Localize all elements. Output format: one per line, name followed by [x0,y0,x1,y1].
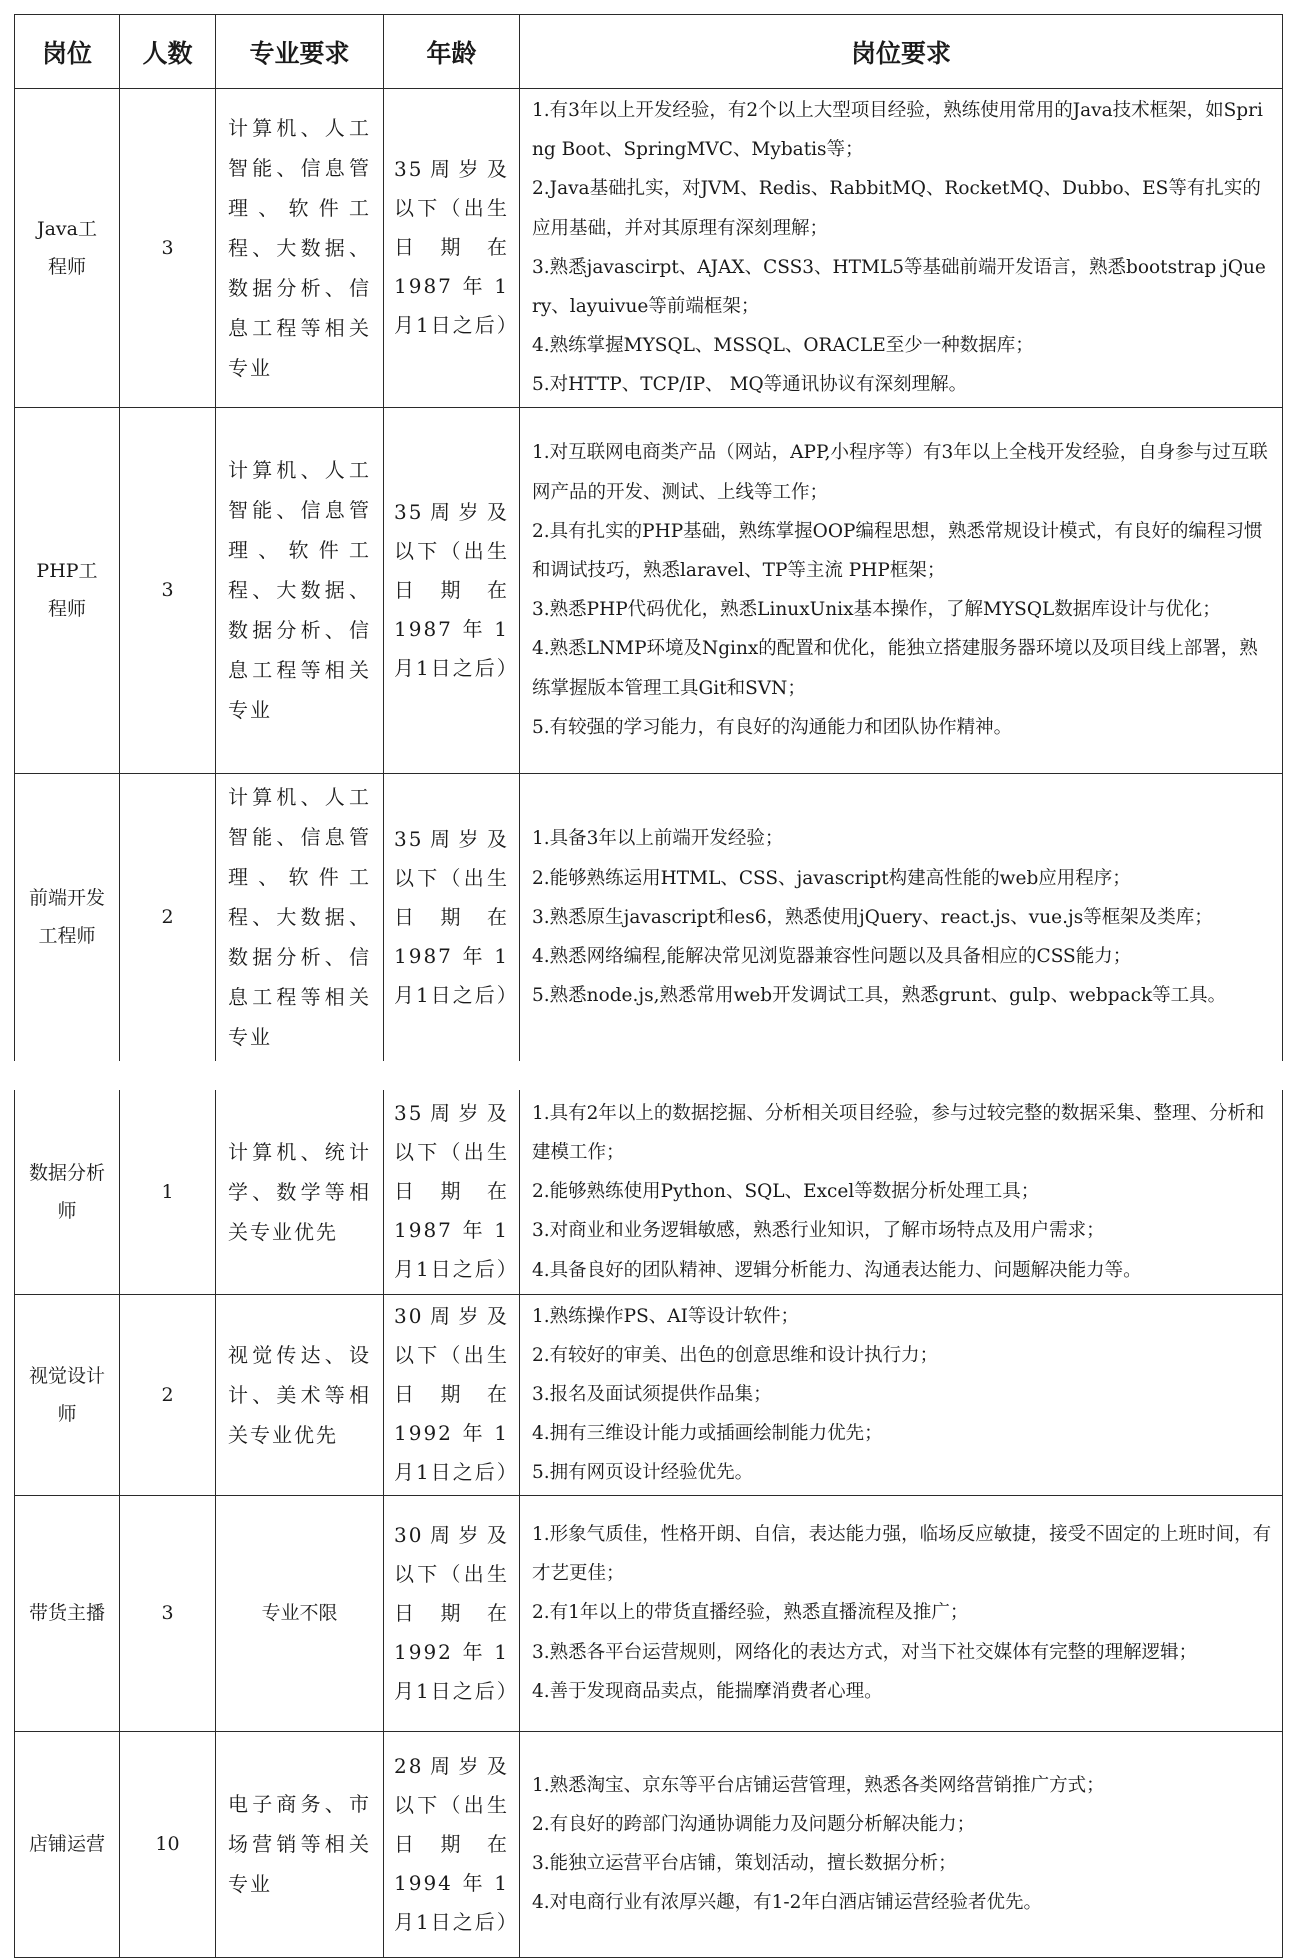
requirement-item: 4.善于发现商品卖点，能揣摩消费者心理。 [532,1680,883,1702]
header-requirements: 岗位要求 [520,15,1283,89]
job-row-php [15,407,1283,773]
requirement-item: 2.能够熟练使用Python、SQL、Excel等数据分析处理工具； [532,1181,1040,1203]
recruitment-table-part-2 [14,1090,1283,1958]
requirement-item: 2.具有扎实的PHP基础，熟练掌握OOP编程思想，熟悉常规设计模式，有良好的编程习惯和调试技巧，熟悉laravel、TP等主流 PHP框架； [532,520,1263,581]
job-requirements [520,407,1283,773]
job-requirements [520,1495,1283,1731]
requirement-item: 4.具备良好的团队精神、逻辑分析能力、沟通表达能力、问题解决能力等。 [532,1259,1142,1281]
requirement-item: 1.熟练操作PS、AI等设计软件； [532,1305,799,1327]
job-count: 3 [120,1495,216,1731]
header-major: 专业要求 [216,15,384,89]
header-row [15,15,1283,89]
job-requirements [520,773,1283,1061]
job-row-store-operations [15,1731,1283,1957]
requirement-item: 3.熟悉PHP代码优化，熟悉LinuxUnix基本操作，了解MYSQL数据库设计与优化； [532,599,1221,621]
requirement-item: 5.拥有网页设计经验优先。 [532,1462,754,1484]
recruitment-table-part-1 [14,14,1283,1061]
job-major: 计算机、人工智能、信息管理、软件工程、大数据、数据分析、信息工程等相关专业 [216,773,384,1061]
job-position: 带货主播 [15,1495,120,1731]
job-major: 专业不限 [216,1495,384,1731]
requirement-item: 3.熟悉原生javascript和es6，熟悉使用jQuery、react.js、vue.js等框架及类库； [532,906,1213,928]
requirement-item: 5.熟悉node.js,熟悉常用web开发调试工具，熟悉grunt、gulp、webpack等工具。 [532,985,1227,1007]
job-age: 35周岁及以下（出生日期在1987年1月1日之后） [384,89,520,408]
requirement-item: 5.对HTTP、TCP/IP、 MQ等通讯协议有深刻理解。 [532,374,968,396]
requirement-item: 1.对互联网电商类产品（网站，APP,小程序等）有3年以上全栈开发经验，自身参与过互联网产品的开发、测试、上线等工作； [532,442,1268,503]
job-age: 35周岁及以下（出生日期在1987年1月1日之后） [384,1090,520,1294]
requirement-item: 4.熟悉网络编程,能解决常见浏览器兼容性问题以及具备相应的CSS能力； [532,945,1132,967]
requirement-item: 1.熟悉淘宝、京东等平台店铺运营管理，熟悉各类网络营销推广方式； [532,1774,1105,1796]
requirement-item: 2.Java基础扎实，对JVM、Redis、RabbitMQ、RocketMQ、Dubbo、ES等有扎实的应用基础，并对其原理有深刻理解； [532,178,1261,239]
job-major: 电子商务、市场营销等相关专业 [216,1731,384,1957]
requirement-item: 3.熟悉各平台运营规则，网络化的表达方式，对当下社交媒体有完整的理解逻辑； [532,1641,1198,1663]
requirement-item: 3.对商业和业务逻辑敏感，熟悉行业知识，了解市场特点及用户需求； [532,1220,1105,1242]
job-count: 3 [120,407,216,773]
job-age: 30周岁及以下（出生日期在1992年1月1日之后） [384,1495,520,1731]
job-position: Java工程师 [15,89,120,408]
requirement-item: 2.能够熟练运用HTML、CSS、javascript构建高性能的web应用程序； [532,867,1131,889]
job-count: 2 [120,1294,216,1495]
job-major: 计算机、人工智能、信息管理、软件工程、大数据、数据分析、信息工程等相关专业 [216,89,384,408]
job-count: 2 [120,773,216,1061]
requirement-item: 1.有3年以上开发经验，有2个以上大型项目经验，熟练使用常用的Java技术框架，如Spring Boot、SpringMVC、Mybatis等； [532,100,1263,161]
job-row-frontend [15,773,1283,1061]
requirement-item: 2.有1年以上的带货直播经验，熟悉直播流程及推广； [532,1602,969,1624]
header-position: 岗位 [15,15,120,89]
job-major: 视觉传达、设计、美术等相关专业优先 [216,1294,384,1495]
job-position: 前端开发工程师 [15,773,120,1061]
requirement-item: 3.报名及面试须提供作品集； [532,1383,772,1405]
requirement-item: 4.熟练掌握MYSQL、MSSQL、ORACLE至少一种数据库； [532,335,1034,357]
job-position: PHP工程师 [15,407,120,773]
requirement-item: 1.具备3年以上前端开发经验； [532,828,784,850]
job-row-visual-designer [15,1294,1283,1495]
job-row-java [15,89,1283,408]
requirement-item: 2.有良好的跨部门沟通协调能力及问题分析解决能力； [532,1813,976,1835]
job-position: 数据分析师 [15,1090,120,1294]
requirement-item: 1.形象气质佳，性格开朗、自信，表达能力强，临场反应敏捷，接受不固定的上班时间，有才艺更佳； [532,1524,1272,1585]
job-requirements [520,1294,1283,1495]
job-count: 10 [120,1731,216,1957]
job-position: 店铺运营 [15,1731,120,1957]
header-age: 年龄 [384,15,520,89]
requirement-item: 2.有较好的审美、出色的创意思维和设计执行力； [532,1344,939,1366]
job-position: 视觉设计师 [15,1294,120,1495]
job-count: 1 [120,1090,216,1294]
requirement-item: 4.熟悉LNMP环境及Nginx的配置和优化，能独立搭建服务器环境以及项目线上部署，熟练掌握版本管理工具Git和SVN； [532,638,1258,699]
requirement-item: 4.拥有三维设计能力或插画绘制能力优先； [532,1423,883,1445]
requirement-item: 4.对电商行业有浓厚兴趣，有1-2年白酒店铺运营经验者优先。 [532,1892,1042,1914]
job-age: 35周岁及以下（出生日期在1987年1月1日之后） [384,407,520,773]
requirement-item: 3.能独立运营平台店铺，策划活动，擅长数据分析； [532,1853,957,1875]
job-major: 计算机、人工智能、信息管理、软件工程、大数据、数据分析、信息工程等相关专业 [216,407,384,773]
job-age: 35周岁及以下（出生日期在1987年1月1日之后） [384,773,520,1061]
job-requirements [520,1090,1283,1294]
job-row-live-streamer [15,1495,1283,1731]
job-requirements [520,1731,1283,1957]
job-age: 28周岁及以下（出生日期在1994年1月1日之后） [384,1731,520,1957]
header-count: 人数 [120,15,216,89]
requirement-item: 1.具有2年以上的数据挖掘、分析相关项目经验，参与过较完整的数据采集、整理、分析和建模工作； [532,1102,1265,1163]
job-count: 3 [120,89,216,408]
requirement-item: 5.有较强的学习能力，有良好的沟通能力和团队协作精神。 [532,716,1013,738]
job-requirements [520,89,1283,408]
job-age: 30周岁及以下（出生日期在1992年1月1日之后） [384,1294,520,1495]
job-row-data-analyst [15,1090,1283,1294]
requirement-item: 3.熟悉javascirpt、AJAX、CSS3、HTML5等基础前端开发语言，熟悉bootstrap jQuery、layuivue等前端框架； [532,256,1266,318]
job-major: 计算机、统计学、数学等相关专业优先 [216,1090,384,1294]
